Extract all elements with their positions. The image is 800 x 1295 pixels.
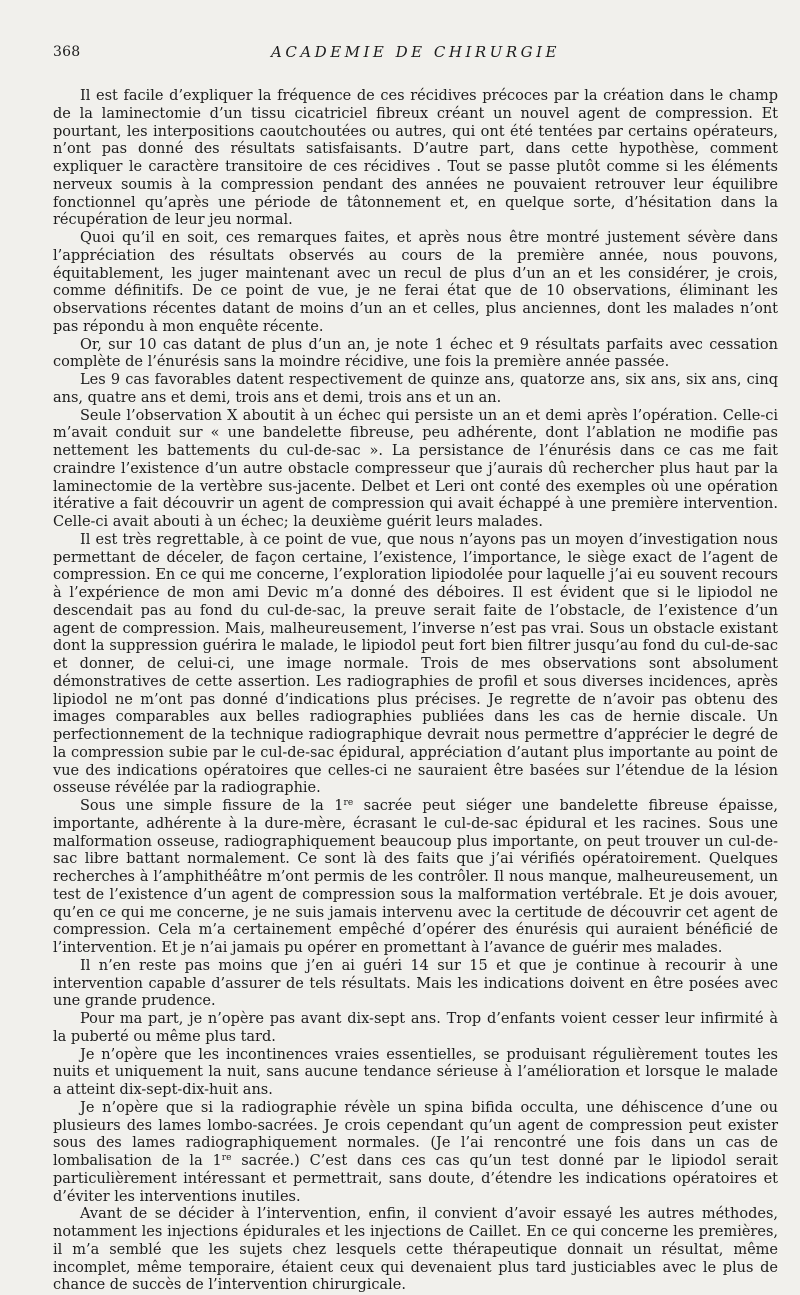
paragraph: Il est très regrettable, à ce point de vue, que nous n’ayons pas un moyen d’investigation nous permettant de déceler, de façon certaine, l’existence, l’importance, le siège exact de l’agent de compression. En ce qui me concerne, l’exploration lipiodolée pour laquelle j’ai eu souvent recours à l’expérience de mon ami Devic m’a donné des déboires. Il est évident que si le lipiodol ne descendait pas au fond du cul-de-sac, la preuve serait faite de l’obstacle, de l’existence d’un agent de compression. Mais, malheureusement, l’inverse n’est pas vrai. Sous un obstacle existant dont la suppression guérira le malade, le lipiodol peut fort bien filtrer jusqu’au fond du cul-de-sac et donner, de celui-ci, une image normale. Trois de mes observations sont absolument démonstratives de cette assertion. Les radiographies de profil et sous diverses incidences, après lipiodol ne m’ont pas donné d’indications plus précises. Je regrette de n’avoir pas obtenu des images comparables aux belles radiographies publiées dans les cas de hernie discale. Un perfectionnement de la technique radiographique devrait nous permettre d’apprécier le degré de la compression subie par le cul-de-sac épidural, appréciation d’autant plus importante au point de vue des indications opératoires que celles-ci ne sauraient être basées sur l’étendue de la lésion osseuse révélée par la radiographie. xyxy=(53,531,778,797)
paragraph: Il n’en reste pas moins que j’en ai guéri 14 sur 15 et que je continue à recourir à une intervention capable d’assurer de tels résultats. Mais les indications doivent en être posées avec une grande prudence. xyxy=(53,957,778,1010)
paragraph: Pour ma part, je n’opère pas avant dix-sept ans. Trop d’enfants voient cesser leur infirmité à la puberté ou même plus tard. xyxy=(53,1011,778,1045)
paragraph: Je n’opère que les incontinences vraies essentielles, se produisant régulièrement toutes les nuits et uniquement la nuit, sans aucune tendance sérieuse à l’amélioration et lorsque le malade a atteint dix-sept-dix-huit ans. xyxy=(53,1046,778,1098)
running-title: ACADEMIE DE CHIRURGIE xyxy=(271,43,560,61)
paragraph: Il est facile d’expliquer la fréquence de ces récidives précoces par la création dans le champ de la laminectomie d’un tissu cicatriciel fibreux créant un nouvel agent de compression. Et pourtant, les interpositions caoutchoutées ou autres, qui ont été tentées par certains opérateurs, n’ont pas donné des résultats satisfaisants. D’autre part, dans cette hypothèse, comment expliquer le caractère transitoire de ces récidives . Tout se passe plutôt comme si les éléments nerveux soumis à la compression pendant des années ne pouvaient retrouver leur équilibre fonctionnel qu’après une période de tâtonnement et, en quelque sorte, d’hésitation dans la récupération de leur jeu normal. xyxy=(53,88,778,229)
article-body xyxy=(53,88,778,1295)
paragraph: Quoi qu’il en soit, ces remarques faites, et après nous être montré justement sévère dans l’appréciation des résultats observés au cours de la première année, nous pouvons, équitablement, les juger maintenant avec un recul de plus d’un an et les considérer, je crois, comme définitifs. De ce point de vue, je ne ferai état que de 10 observations, éliminant les observations récentes datant de moins d’un an et celles, plus anciennes, dont les malades n’ont pas répondu à mon enquête récente. xyxy=(53,230,778,335)
paragraph: Avant de se décider à l’intervention, enfin, il convient d’avoir essayé les autres méthodes, notamment les injections épidurales et les injections de Caillet. En ce qui concerne les premières, il m’a semblé que les sujets chez lesquels cette thérapeutique donnait un résultat, même incomplet, même temporaire, étaient ceux qui devenaient plus tard justiciables avec le plus de chance de succès de l’intervention chirurgicale. xyxy=(53,1206,778,1294)
paragraph: Je n’opère que si la radiographie révèle un spina bifida occulta, une déhiscence d’une ou plusieurs des lames lombo-sacrées. Je crois cependant qu’un agent de compression peut exister sous des lames radiographiquement normales. (Je l’ai rencontré une fois dans un cas de lombalisation de la 1re sacrée.) C’est dans ces cas qu’un test donné par le lipiodol serait particulièrement intéressant et permettrait, sans doute, d’étendre les indications opératoires et d’éviter les interventions inutiles. xyxy=(53,1099,778,1205)
paragraph: Seule l’observation X aboutit à un échec qui persiste un an et demi après l’opération. Celle-ci m’avait conduit sur « une bandelette fibreuse, peu adhérente, dont l’ablation ne modifie pas nettement les battements du cul-de-sac ». La persistance de l’énurésis dans ce cas me fait craindre l’existence d’un autre obstacle compresseur que j’aurais dû rechercher plus haut par la laminectomie de la vertèbre sus-jacente. Delbet et Leri ont conté des exemples où une opération itérative a fait découvrir un agent de compression qui avait échappé à une première intervention. Celle-ci avait abouti à un échec; la deuxième guérit leurs malades. xyxy=(53,407,778,530)
paragraph: Or, sur 10 cas datant de plus d’un an, je note 1 échec et 9 résultats parfaits avec cessation complète de l’énurésis sans la moindre récidive, une fois la première année passée. xyxy=(53,336,778,371)
page-number: 368 xyxy=(53,44,81,60)
paragraph: Sous une simple fissure de la 1re sacrée peut siéger une bandelette fibreuse épaisse, importante, adhérente à la dure-mère, écrasant le cul-de-sac épidural et les racines. Sous une malformation osseuse, radiographiquement beaucoup plus importante, on peut trouver un cul-de-sac libre battant normalement. Ce sont là des faits que j’ai vérifiés opératoirement. Quelques recherches à l’amphithéâtre m’ont permis de les contrôler. Il nous manque, malheureusement, un test de l’existence d’un agent de compression sous la malformation vertébrale. Et je dois avouer, qu’en ce qui me concerne, je ne suis jamais intervenu avec la certitude de découvrir cet agent de compression. Cela m’a certainement empêché d’opérer des énurésis qui auraient bénéficié de l’intervention. Et je n’ai jamais pu opérer en promettant à l’avance de guérir mes malades. xyxy=(53,798,778,956)
paragraph: Les 9 cas favorables datent respectivement de quinze ans, quatorze ans, six ans, six ans, cinq ans, quatre ans et demi, trois ans et demi, trois ans et un an. xyxy=(53,372,778,406)
page-header xyxy=(53,44,778,66)
